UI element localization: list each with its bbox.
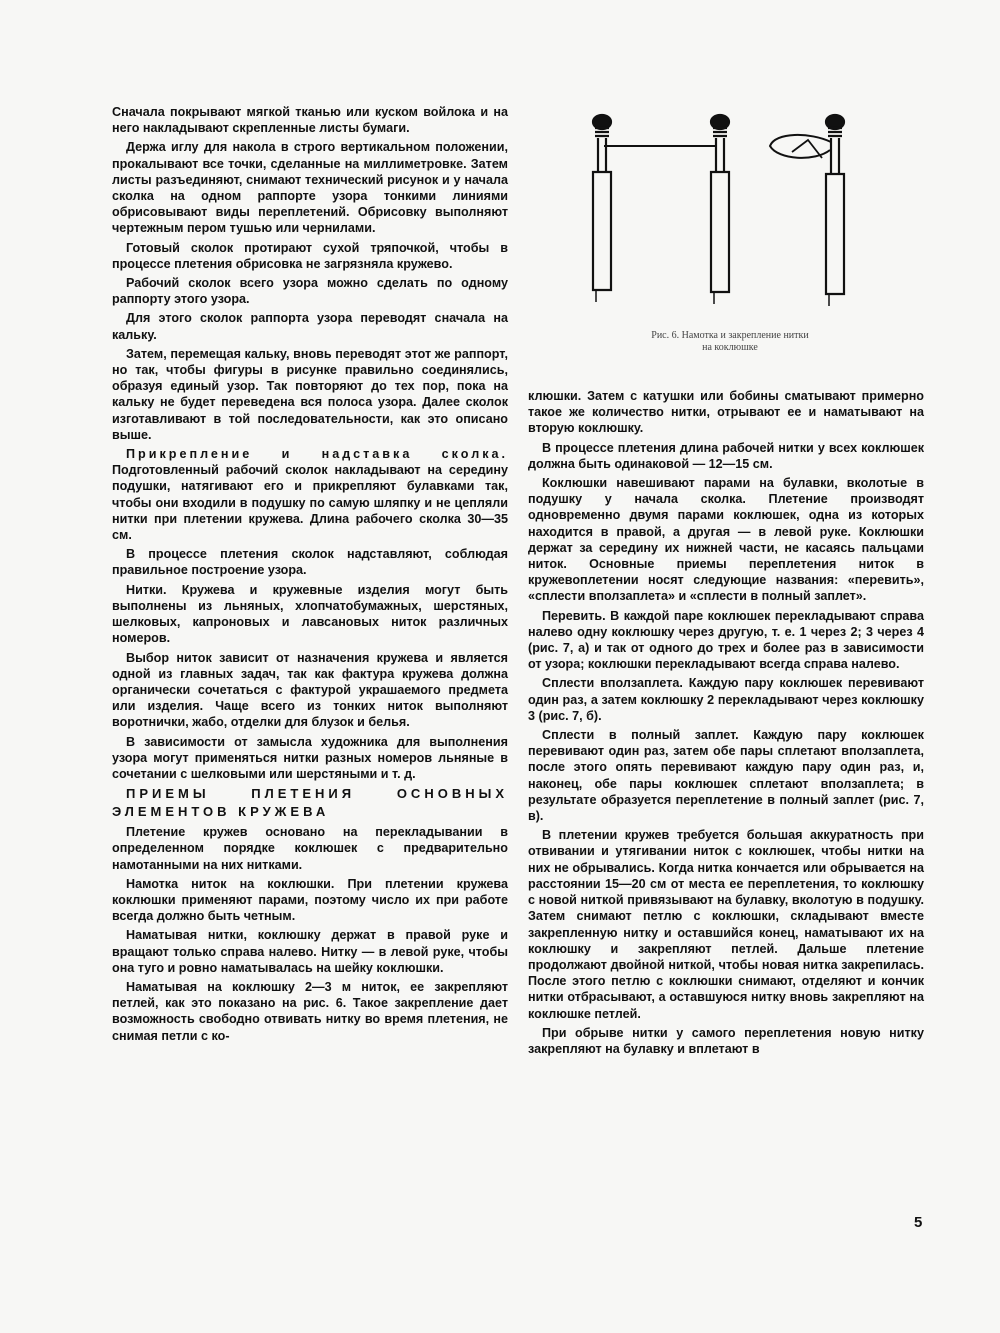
right-column — [528, 388, 924, 1060]
paragraph-text: При плетении кружева коклюшки применяют парами, поэтому число их при работе всегда должно быть четным. — [112, 876, 509, 924]
paragraph: Для этого сколок раппорта узора переводят сначала на кальку. — [112, 311, 508, 342]
paragraph: Плетение кружев основано на перекладывании в определенном порядке коклюшек с предварительно намотанными на них нитками. — [112, 825, 508, 872]
run-in-heading: Нитки. — [126, 582, 167, 597]
figure-bobbins — [560, 102, 900, 372]
paragraph-text: Подготовленный рабочий сколок накладывают на середину подушки, натягивают его и прикрепляют булавками так, чтобы они входили в подушку по самую шляпку и не цепляли нитки при плетении кружева. Длина рабочего сколка 30—35 см. — [112, 463, 508, 543]
bobbin-wound — [604, 115, 729, 304]
caption-line: на коклюшке — [702, 342, 758, 353]
paragraph — [112, 582, 508, 647]
bobbin-plain — [593, 115, 611, 302]
paragraph: Затем, перемещая кальку, вновь переводят этот же раппорт, но так, чтобы фигуры в рисунке правильно соединялись, образуя единый узор. Так повторяют до тех пор, пока на кальку не будет переведена вся полоса узора. Далее сколок изготавливают в той последовательности, как это описано выше. — [112, 346, 508, 442]
paragraph: Готовый сколок протирают сухой тряпочкой, чтобы в процессе плетения обрисовка не загрязняла кружево. — [112, 240, 508, 271]
paragraph: Выбор ниток зависит от назначения кружева и является одной из главных задач, так как фактура кружева должна органически сочетаться с фактурой украшаемого предмета или изделия. Чаще всего из тонких ниток выполняют воротнички, жабо, отделки для блузок и белья. — [112, 650, 508, 730]
paragraph: Наматывая нитки, коклюшку держат в правой руке и вращают только справа налево. Нитку — в левой руке, чтобы она туго и ровно наматывалась на шейку коклюшки. — [112, 928, 508, 975]
paragraph: Наматывая на коклюшку 2—3 м ниток, ее закрепляют петлей, как это показано на рис. 6. Такое закрепление дает возможность свободно отвивать нитку во время плетения, не снимая петли с ко- — [112, 979, 508, 1043]
figure-caption — [560, 330, 900, 354]
run-in-heading: Намотка ниток на коклюшки. — [126, 876, 335, 891]
paragraph: Сначала покрывают мягкой тканью или куском войлока и на него накладывают скрепленные листы бумаги. — [112, 105, 508, 136]
paragraph — [528, 608, 924, 673]
run-in-heading: Прикрепление и надставка сколка. — [126, 447, 508, 462]
bobbins-illustration — [560, 102, 900, 327]
paragraph: Держа иглу для накола в строго вертикальном положении, прокалывают все точки, сделанные на миллиметровке. Затем листы разъединяют, снимают технический рисунок и у начала сколка на одном раппорте узора тонкими линиями обрисовывают виды переплетений. Обрисовку выполняют чертежным пером тушью или чернилами. — [112, 140, 508, 236]
paragraph — [112, 446, 508, 543]
paragraph-text: Каждую пару коклюшек перевивают один раз, затем обе пары сплетают вползаплета, после этого опять перевивают каждую пару один раз, и, наконец, обе пары коклюшек сплетают вползаплета; в результате образуется переплетение в полный заплет (рис. 7, в). — [528, 728, 924, 824]
paragraph — [528, 675, 924, 724]
run-in-heading: Сплести в полный заплет. — [542, 728, 739, 743]
paragraph: При обрыве нитки у самого переплетения новую нитку закрепляют на булавку и вплетают в — [528, 1025, 924, 1056]
paragraph: Коклюшки навешивают парами на булавки, вколотые в подушку у начала сколка. Плетение производят одновременно двумя парами коклюшек, одна из которых находится в правой, а другая — в левой руке. Коклюшки держат за середину их нижней части, не касаясь пальцами ниток. Основные приемы переплетения ниток в кружевоплетении носят следующие названия: «перевить», «сплести вползаплета» и «сплести в полный заплет». — [528, 476, 924, 604]
paragraph — [528, 727, 924, 824]
paragraph: В процессе плетения сколок надставляют, соблюдая правильное построение узора. — [112, 547, 508, 578]
paragraph: клюшки. Затем с катушки или бобины сматывают примерно такое же количество нитки, отрывают ее и наматывают на вторую коклюшку. — [528, 389, 924, 436]
paragraph: Рабочий сколок всего узора можно сделать по одному раппорту этого узора. — [112, 276, 508, 307]
left-column — [112, 104, 508, 1047]
page-number: 5 — [914, 1214, 923, 1231]
caption-line: Рис. 6. Намотка и закрепление нитки — [651, 330, 809, 341]
paragraph-text: Каждую пару коклюшек перевивают один раз, а затем коклюшку 2 перекладывают через коклюшку 3 (рис. 7, б). — [528, 676, 924, 723]
paragraph — [112, 876, 508, 925]
section-heading: ПРИЕМЫ ПЛЕТЕНИЯ ОСНОВНЫХ ЭЛЕМЕНТОВ КРУЖЕВА — [112, 786, 508, 820]
paragraph: В процессе плетения длина рабочей нитки у всех коклюшек должна быть одинаковой — 12—15 см. — [528, 440, 924, 471]
run-in-heading: Перевить. — [542, 608, 606, 623]
paragraph: В плетении кружев требуется большая аккуратность при отвивании и утягивании ниток с коклюшек, чтобы нитки на них не обрывались. Когда нитка кончается или обрывается на расстоянии 15—20 см от места ее переплетения, то коклюшку с новой ниткой привязывают на булавку, вколотую в подушку. Затем снимают петлю с коклюшки, складывают вместе закрепленную нитку и оставшийся конец, наматывают их на коклюшку и закрепляют петлей. Дальше плетение продолжают двойной ниткой, чтобы новая нитка закрепилась. После этого петлю с коклюшки снимают, отделяют и кончик нитки отбрасывают, а оставшуюся нитку вновь закрепляют на коклюшке петлей. — [528, 828, 924, 1021]
bobbin-with-loop — [770, 115, 844, 306]
paragraph-text: В каждой паре коклюшек перекладывают справа налево одну коклюшку через другую, т. е. 1 через 2; 3 через 4 (рис. 7, а) и так от одного до трех и более раз в зависимости от узора; коклюшки перекладывают всегда справа налево. — [528, 608, 924, 672]
paragraph-text: Кружева и кружевные изделия могут быть выполнены из льняных, хлопчатобумажных, шерстяных, шелковых, капроновых и лавсановых ниток различных номеров. — [112, 582, 509, 646]
run-in-heading: Сплести вползаплета. — [542, 676, 683, 691]
paragraph: В зависимости от замысла художника для выполнения узора могут применяться нитки разных номеров льняные в сочетании с шелковыми или шерстяными и т. д. — [112, 734, 508, 781]
